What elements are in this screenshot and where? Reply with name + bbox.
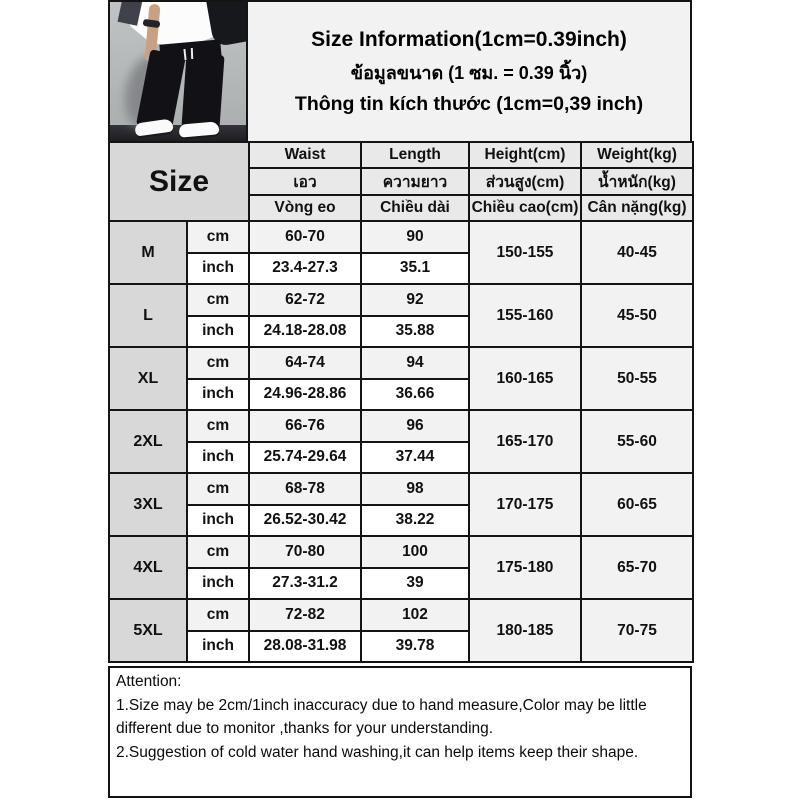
unit-cm-label: cm [187,536,249,568]
size-label: 2XL [109,410,187,473]
waist-cm-value: 66-76 [249,410,361,442]
size-label: 5XL [109,599,187,662]
col-length-vi: Chiều dài [361,195,469,221]
length-cm-value: 92 [361,284,469,316]
height-value: 180-185 [469,599,581,662]
size-row-group-l [109,284,693,347]
size-row-group-4xl [109,536,693,599]
unit-cm-label: cm [187,221,249,253]
unit-inch-label: inch [187,505,249,537]
weight-value: 55-60 [581,410,693,473]
unit-cm-label: cm [187,473,249,505]
size-row-group-5xl [109,599,693,662]
title-thai: ข้อมูลขนาด (1 ซม. = 0.39 นิ้ว) [350,62,588,83]
size-row-group-m [109,221,693,284]
waist-cm-value: 62-72 [249,284,361,316]
length-cm-value: 96 [361,410,469,442]
height-value: 175-180 [469,536,581,599]
photo-floor [110,125,246,141]
unit-cm-label: cm [187,410,249,442]
length-cm-value: 94 [361,347,469,379]
col-waist-th: เอว [249,168,361,195]
length-inch-value: 39 [361,568,469,600]
size-table [108,141,694,663]
weight-value: 50-55 [581,347,693,410]
photo-drawstring [191,48,193,59]
waist-inch-value: 24.96-28.86 [249,379,361,411]
table-header [109,142,693,221]
waist-inch-value: 24.18-28.08 [249,316,361,348]
size-corner-label: Size [109,142,249,221]
waist-inch-value: 27.3-31.2 [249,568,361,600]
size-chart-sheet [108,0,692,798]
weight-value: 40-45 [581,221,693,284]
unit-inch-label: inch [187,379,249,411]
waist-inch-value: 26.52-30.42 [249,505,361,537]
length-cm-value: 90 [361,221,469,253]
unit-inch-label: inch [187,568,249,600]
col-height-en: Height(cm) [469,142,581,168]
col-weight-th: น้ำหนัก(kg) [581,168,693,195]
waist-inch-value: 28.08-31.98 [249,631,361,663]
size-label: 4XL [109,536,187,599]
col-height-vi: Chiều cao(cm) [469,195,581,221]
weight-value: 65-70 [581,536,693,599]
col-waist-vi: Vòng eo [249,195,361,221]
size-row-group-xl [109,347,693,410]
length-inch-value: 35.1 [361,253,469,285]
length-inch-value: 39.78 [361,631,469,663]
size-label: 3XL [109,473,187,536]
waist-inch-value: 23.4-27.3 [249,253,361,285]
header-block [108,0,692,143]
unit-inch-label: inch [187,316,249,348]
unit-inch-label: inch [187,253,249,285]
length-inch-value: 36.66 [361,379,469,411]
attention-heading: Attention: [116,673,182,690]
length-inch-value: 37.44 [361,442,469,474]
height-value: 160-165 [469,347,581,410]
length-cm-value: 98 [361,473,469,505]
height-value: 170-175 [469,473,581,536]
waist-inch-value: 25.74-29.64 [249,442,361,474]
col-weight-vi: Cân nặng(kg) [581,195,693,221]
length-inch-value: 38.22 [361,505,469,537]
waist-cm-value: 64-74 [249,347,361,379]
col-length-en: Length [361,142,469,168]
title-box [246,0,692,143]
attention-note [108,666,692,798]
photo-pants-right-leg [181,53,224,130]
waist-cm-value: 72-82 [249,599,361,631]
unit-inch-label: inch [187,442,249,474]
unit-inch-label: inch [187,631,249,663]
weight-value: 60-65 [581,473,693,536]
waist-cm-value: 70-80 [249,536,361,568]
length-cm-value: 100 [361,536,469,568]
col-length-th: ความยาว [361,168,469,195]
weight-value: 70-75 [581,599,693,662]
weight-value: 45-50 [581,284,693,347]
col-height-th: ส่วนสูง(cm) [469,168,581,195]
col-weight-en: Weight(kg) [581,142,693,168]
height-value: 165-170 [469,410,581,473]
size-label: XL [109,347,187,410]
unit-cm-label: cm [187,347,249,379]
title-english: Size Information(1cm=0.39inch) [311,27,627,51]
waist-cm-value: 68-78 [249,473,361,505]
waist-cm-value: 60-70 [249,221,361,253]
size-label: L [109,284,187,347]
size-row-group-3xl [109,473,693,536]
attention-line-1: 1.Size may be 2cm/1inch inaccuracy due to hand measure,Color may be little different due to monitor ,thanks for your understanding. [116,696,647,738]
col-waist-en: Waist [249,142,361,168]
length-cm-value: 102 [361,599,469,631]
length-inch-value: 35.88 [361,316,469,348]
attention-line-2: 2.Suggestion of cold water hand washing,it can help items keep their shape. [116,744,639,762]
size-row-group-2xl [109,410,693,473]
unit-cm-label: cm [187,599,249,631]
height-value: 155-160 [469,284,581,347]
title-vietnamese: Thông tin kích thước (1cm=0,39 inch) [294,92,644,115]
height-value: 150-155 [469,221,581,284]
size-label: M [109,221,187,284]
product-photo [108,0,248,143]
unit-cm-label: cm [187,284,249,316]
